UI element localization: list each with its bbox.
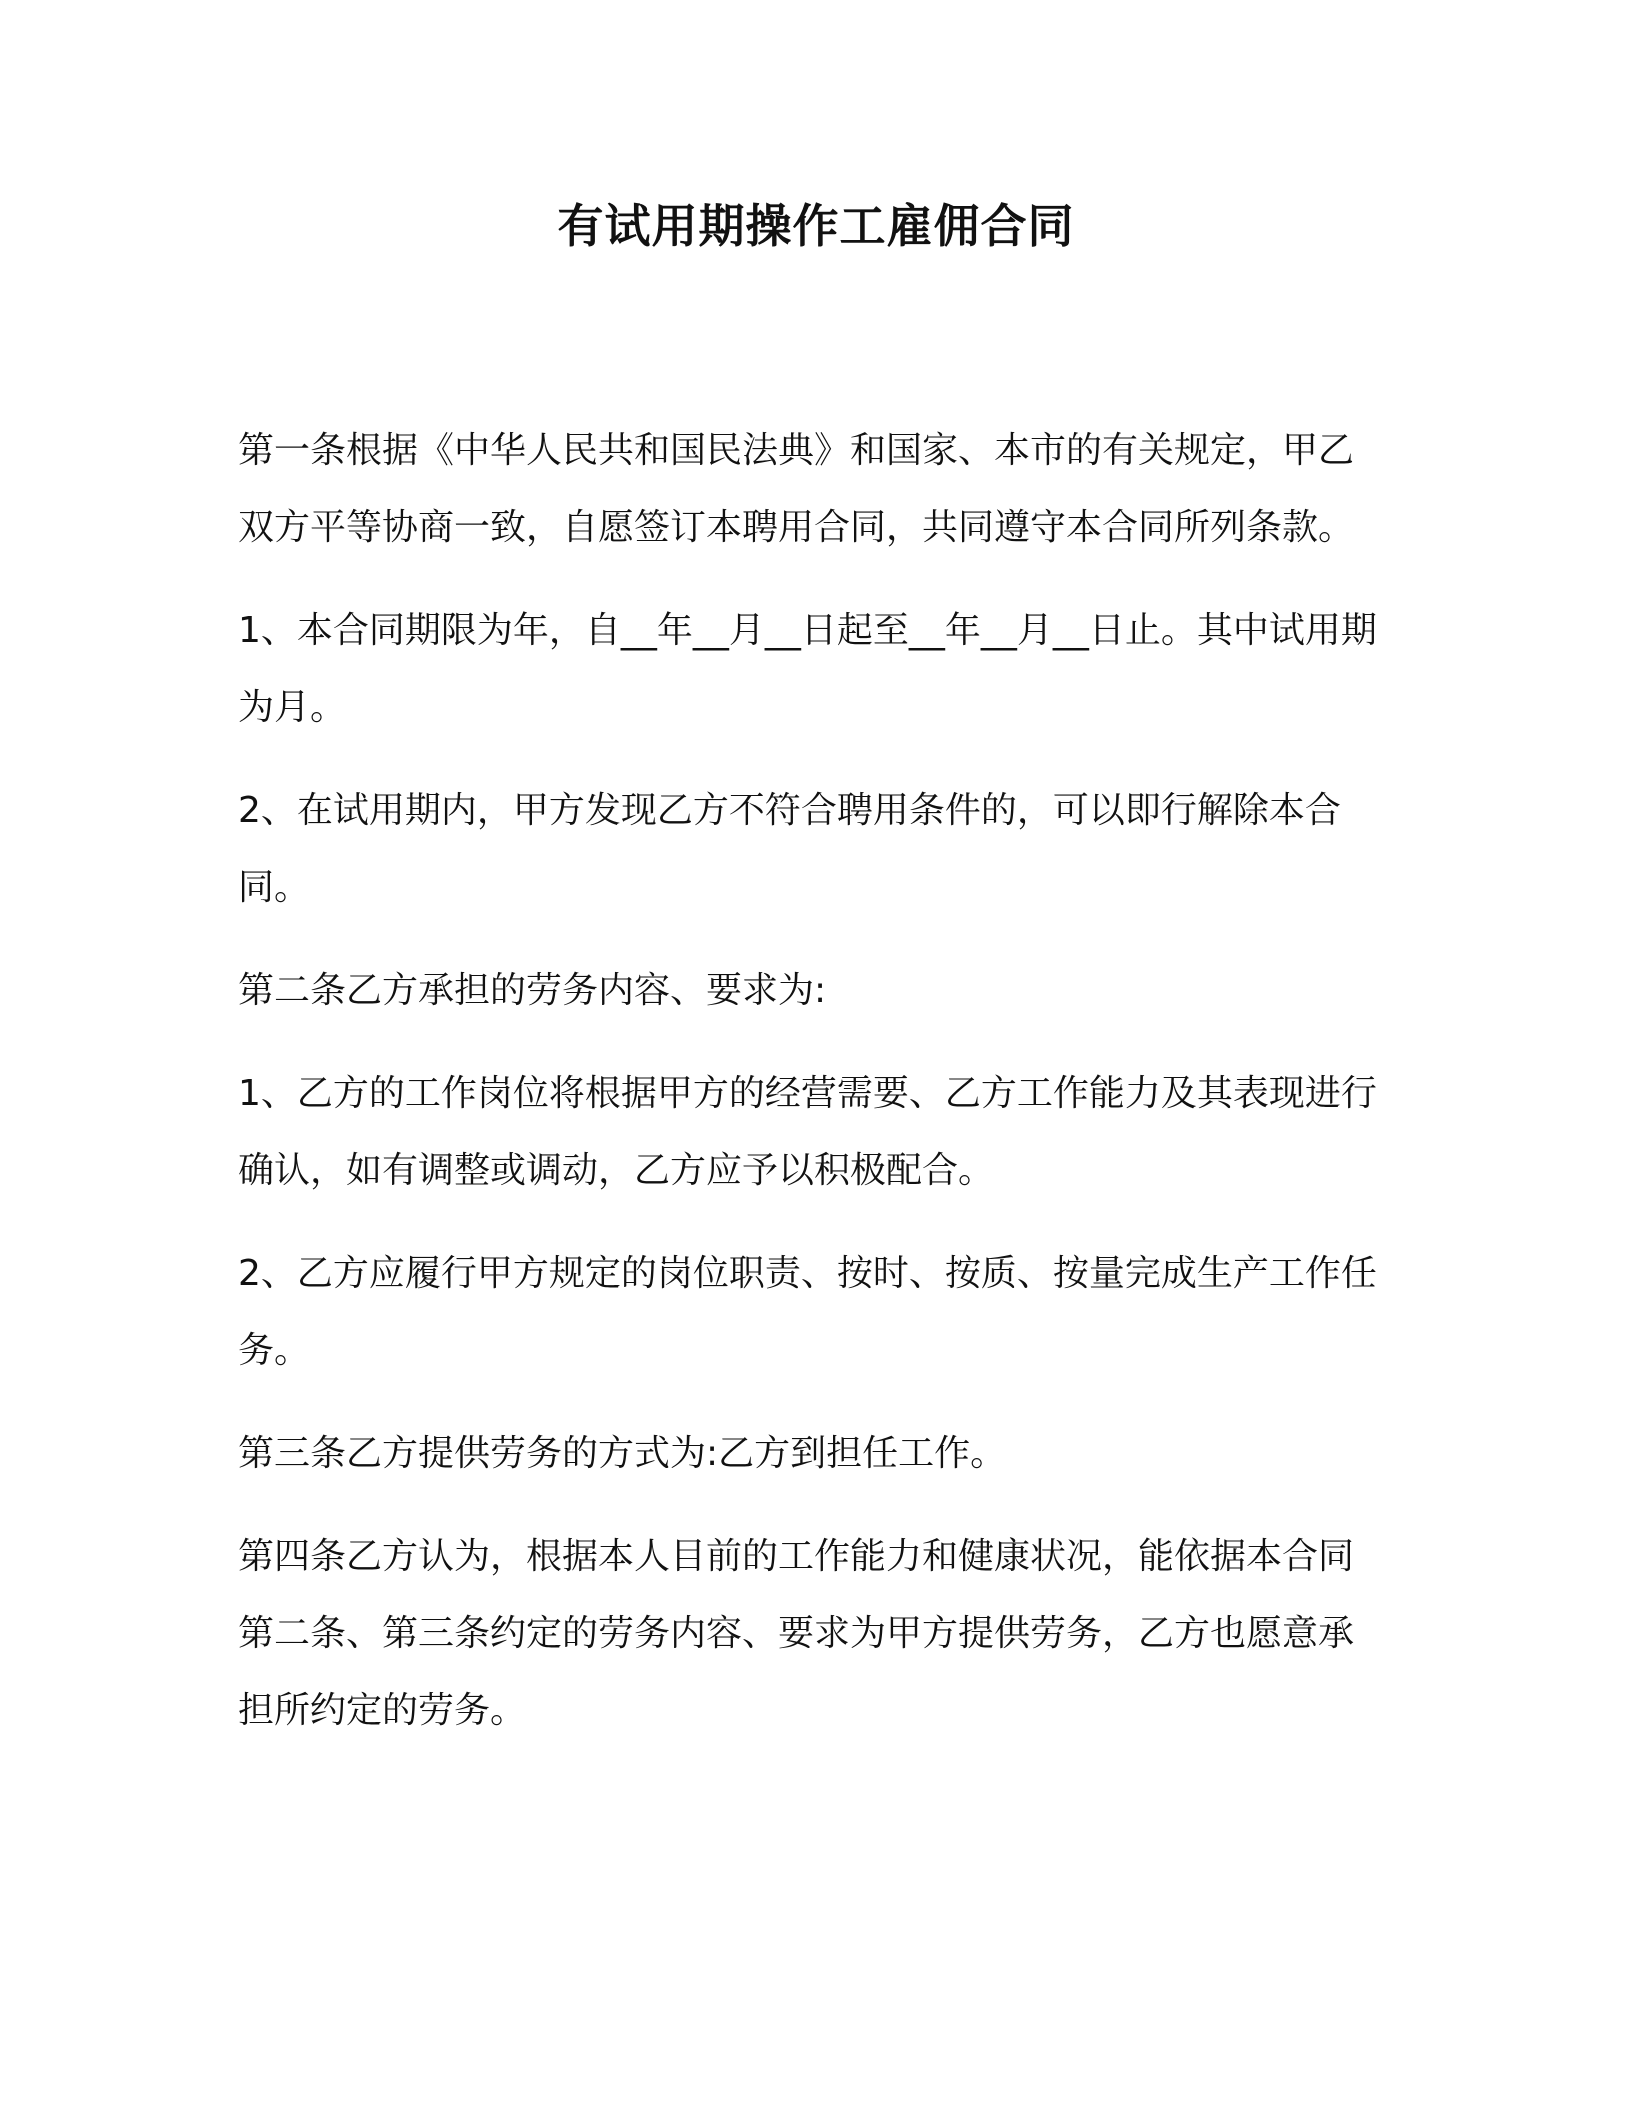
paragraph-article-3: 第三条乙方提供劳务的方式为:乙方到担任工作。 bbox=[238, 1433, 1007, 1474]
paragraph-article-2-item-1: 1、乙方的工作岗位将根据甲方的经营需要、乙方工作能力及其表现进行确认，如有调整或调动，乙方应予以积极配合。 bbox=[238, 1073, 1377, 1191]
paragraph-article-4: 第四条乙方认为，根据本人目前的工作能力和健康状况，能依据本合同第二条、第三条约定的劳务内容、要求为甲方提供劳务，乙方也愿意承担所约定的劳务。 bbox=[238, 1536, 1355, 1731]
document-title: 有试用期操作工雇佣合同 bbox=[557, 199, 1075, 253]
document-body bbox=[238, 412, 1383, 1775]
paragraph-article-1-item-1: 1、本合同期限为年，自__年__月__日起至__年__月__日止。其中试用期为月。 bbox=[238, 610, 1377, 728]
paragraph-article-2: 第二条乙方承担的劳务内容、要求为: bbox=[238, 970, 827, 1011]
paragraph-article-1-item-2: 2、在试用期内，甲方发现乙方不符合聘用条件的，可以即行解除本合同。 bbox=[238, 790, 1341, 908]
paragraph-article-1: 第一条根据《中华人民共和国民法典》和国家、本市的有关规定，甲乙双方平等协商一致，自愿签订本聘用合同，共同遵守本合同所列条款。 bbox=[238, 430, 1355, 548]
paragraph-article-2-item-2: 2、乙方应履行甲方规定的岗位职责、按时、按质、按量完成生产工作任务。 bbox=[238, 1253, 1377, 1371]
